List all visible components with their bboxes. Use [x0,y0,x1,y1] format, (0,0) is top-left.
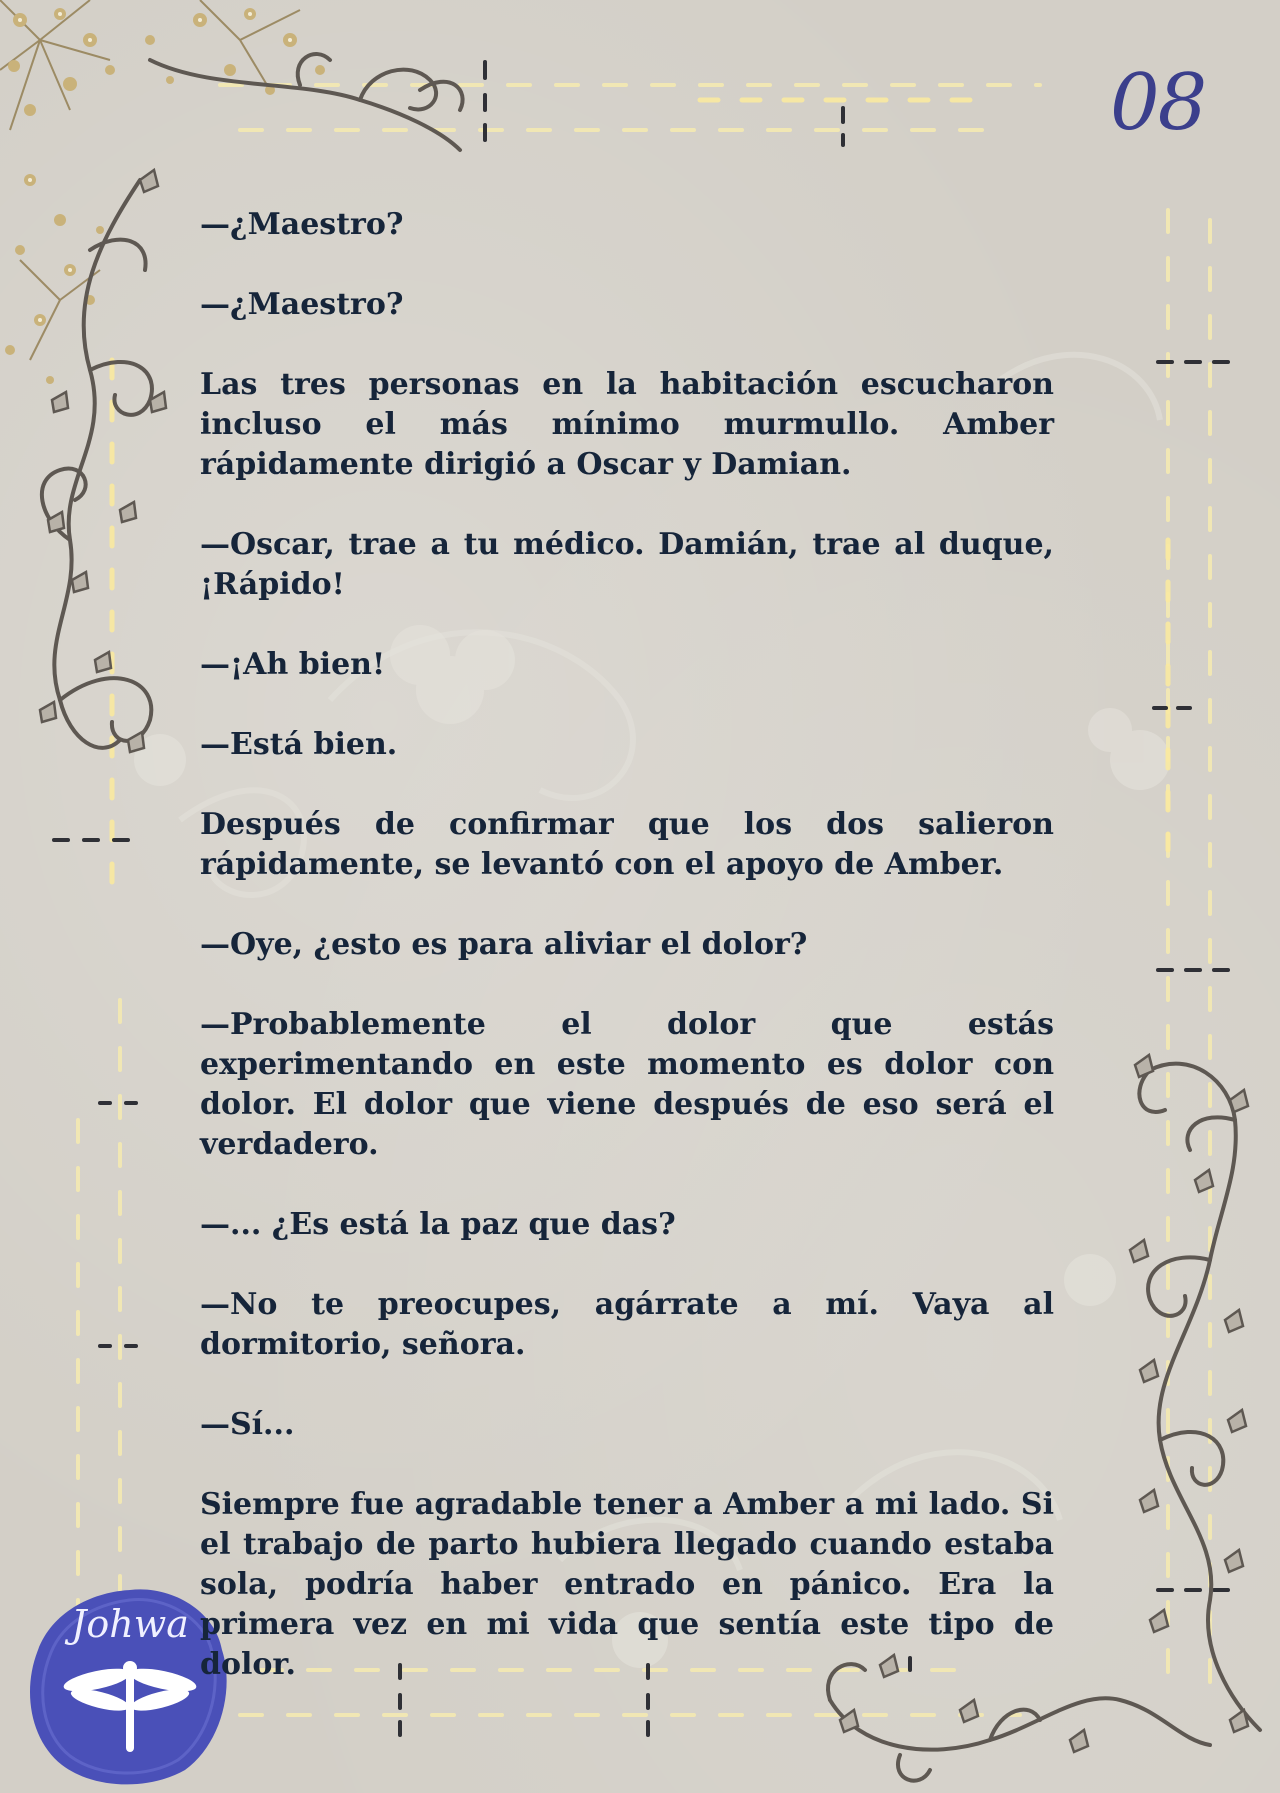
vine-top-icon [150,54,463,150]
vine-leaves-left [40,170,166,752]
vine-leaves-right [1130,1055,1248,1732]
paragraph: —¿Maestro? [200,287,404,322]
paragraph: —¿Maestro? [200,207,404,242]
paragraph: —Probablemente el dolor que estás experimentando en este momento es dolor con dolor. El dolor que viene después de eso será el verdadero. [200,1007,1054,1162]
page-number: 08 [1110,58,1206,148]
paragraph: —Oscar, trae a tu médico. Damián, trae al duque, ¡Rápido! [200,527,1054,602]
paragraph: —No te preocupes, agárrate a mí. Vaya al dormitorio, señora. [200,1287,1054,1362]
paragraph: Siempre fue agradable tener a Amber a mi lado. Si el trabajo de parto hubiera llegado cuando estaba sola, podría haber entrado en pánico. Era la primera vez en mi vida que sentía este tipo de dolor. [200,1487,1054,1682]
paragraph: —... ¿Es está la paz que das? [200,1207,676,1242]
logo-text: Johwa [71,1602,189,1646]
paragraph: —Sí... [200,1407,295,1442]
logo [30,1590,230,1780]
paragraph: —Oye, ¿esto es para aliviar el dolor? [200,927,808,962]
paragraph: Después de confirmar que los dos salieron rápidamente, se levantó con el apoyo de Amber. [200,807,1054,882]
paragraph: —Está bien. [200,727,398,762]
paragraph: Las tres personas en la habitación escucharon incluso el más mínimo murmullo. Amber rápidamente dirigió a Oscar y Damian. [200,367,1054,482]
story-text [200,205,1054,1725]
paragraph: —¡Ah bien! [200,647,386,682]
